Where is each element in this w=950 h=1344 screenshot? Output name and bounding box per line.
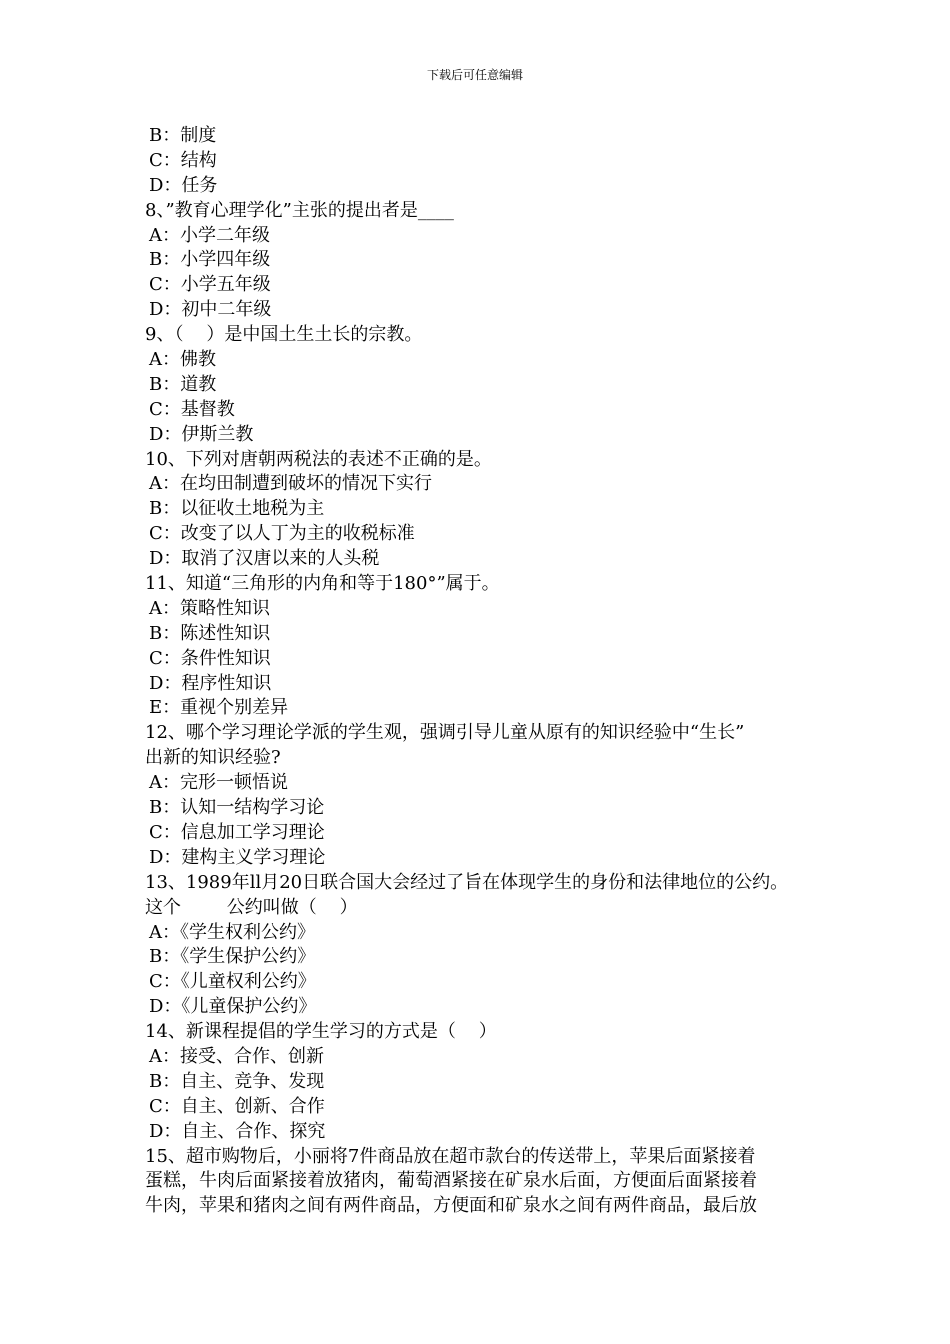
question-text: 蛋糕，牛肉后面紧接着放猪肉，葡萄酒紧接在矿泉水后面，方便面后面紧接着 [145, 1170, 757, 1192]
answer-option: A：策略性知识 [149, 597, 270, 619]
answer-option: D：任务 [149, 174, 218, 196]
question-text: 15、超市购物后，小丽将7件商品放在超市款台的传送带上，苹果后面紧接着 [145, 1145, 756, 1167]
question-text: 8、”教育心理学化”主张的提出者是____ [145, 199, 454, 221]
question-text: 牛肉，苹果和猪肉之间有两件商品，方便面和矿泉水之间有两件商品，最后放 [145, 1195, 757, 1217]
answer-option: C：小学五年级 [149, 274, 271, 296]
question-text: 这个 公约叫做（ ） [145, 896, 358, 918]
answer-option: D：初中二年级 [149, 299, 272, 321]
question-text: 13、1989年ll月20日联合国大会经过了旨在体现学生的身份和法律地位的公约。 [145, 871, 789, 893]
answer-option: A：完形一顿悟说 [149, 772, 288, 794]
question-text: 11、知道“三角形的内角和等于180°”属于。 [145, 573, 500, 595]
question-text: 出新的知识经验? [145, 747, 281, 769]
answer-option: B：《学生保护公约》 [149, 946, 316, 968]
answer-option: C：结构 [149, 149, 217, 171]
answer-option: B：认知一结构学习论 [149, 797, 325, 819]
answer-option: B：陈述性知识 [149, 622, 271, 644]
document-body [145, 124, 825, 1219]
answer-option: B：制度 [149, 125, 217, 146]
answer-option: B：小学四年级 [149, 249, 271, 271]
answer-option: D：自主、合作、探究 [149, 1120, 326, 1142]
question-text: 9、（ ）是中国土生土长的宗教。 [145, 324, 423, 346]
answer-option: C：基督教 [149, 398, 235, 420]
answer-option: A：小学二年级 [149, 224, 270, 246]
answer-option: E：重视个别差异 [149, 697, 289, 719]
answer-option: A：接受、合作、创新 [149, 1045, 324, 1067]
question-text: 10、下列对唐朝两税法的表述不正确的是。 [145, 448, 492, 470]
answer-option: D：《儿童保护公约》 [149, 996, 317, 1018]
answer-option: C：条件性知识 [149, 647, 271, 669]
answer-option: C：自主、创新、合作 [149, 1095, 325, 1117]
answer-option: A：佛教 [149, 349, 216, 371]
answer-option: A：在均田制遭到破坏的情况下实行 [149, 473, 432, 495]
answer-option: B：道教 [149, 373, 217, 395]
question-text: 14、新课程提倡的学生学习的方式是（ ） [145, 1021, 497, 1043]
answer-option: C：改变了以人丁为主的收税标准 [149, 523, 415, 545]
answer-option: B：自主、竞争、发现 [149, 1070, 325, 1092]
answer-option: C：信息加工学习理论 [149, 821, 325, 843]
answer-option: D：建构主义学习理论 [149, 846, 326, 868]
question-text: 12、哪个学习理论学派的学生观，强调引导儿童从原有的知识经验中“生长” [145, 722, 745, 744]
answer-option: A：《学生权利公约》 [149, 921, 315, 943]
answer-option: D：伊斯兰教 [149, 423, 254, 445]
answer-option: D：程序性知识 [149, 672, 272, 694]
answer-option: C：《儿童权利公约》 [149, 971, 316, 993]
answer-option: D：取消了汉唐以来的人头税 [149, 548, 380, 570]
page-header: 下载后可任意编辑 [426, 68, 523, 82]
answer-option: B：以征收土地税为主 [149, 498, 325, 520]
